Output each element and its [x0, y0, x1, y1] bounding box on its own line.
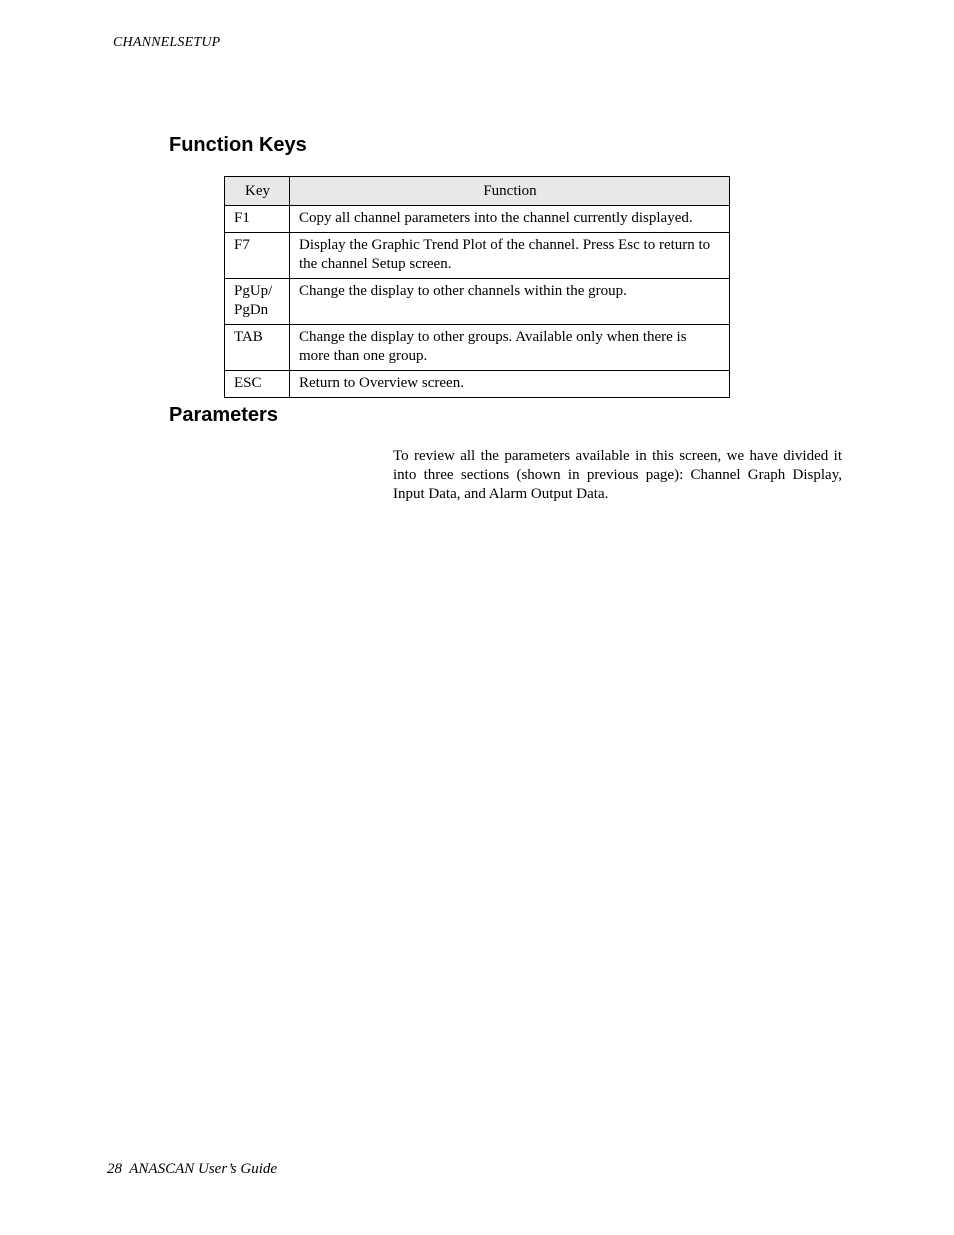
function-cell: Change the display to other groups. Available only when there is more than one group. — [290, 325, 730, 371]
key-cell: TAB — [225, 325, 290, 371]
table-row — [225, 233, 730, 279]
function-cell: Return to Overview screen. — [290, 371, 730, 398]
guide-title: ANASCAN User’s Guide — [129, 1161, 278, 1177]
key-cell: F1 — [225, 206, 290, 233]
function-keys-heading: Function Keys — [169, 134, 307, 156]
key-cell: F7 — [225, 233, 290, 279]
function-keys-table — [224, 176, 730, 398]
function-cell: Copy all channel parameters into the channel currently displayed. — [290, 206, 730, 233]
function-cell: Change the display to other channels within the group. — [290, 279, 730, 325]
function-column-header: Function — [290, 177, 730, 206]
running-head: CHANNELSETUP — [113, 35, 221, 50]
table-row — [225, 325, 730, 371]
key-column-header: Key — [225, 177, 290, 206]
page-number: 28 — [107, 1161, 122, 1177]
parameters-heading: Parameters — [169, 404, 278, 426]
table-row — [225, 206, 730, 233]
page-footer — [107, 1161, 277, 1178]
key-cell: PgUp/ PgDn — [225, 279, 290, 325]
table-header-row — [225, 177, 730, 206]
key-cell: ESC — [225, 371, 290, 398]
parameters-body: To review all the parameters available in this screen, we have divided it into three sections (shown in previous page): Channel Graph Display, Input Data, and Alarm Output Data. — [393, 448, 842, 502]
function-cell: Display the Graphic Trend Plot of the channel. Press Esc to return to the channel Setup screen. — [290, 233, 730, 279]
table-row — [225, 279, 730, 325]
table-row — [225, 371, 730, 398]
